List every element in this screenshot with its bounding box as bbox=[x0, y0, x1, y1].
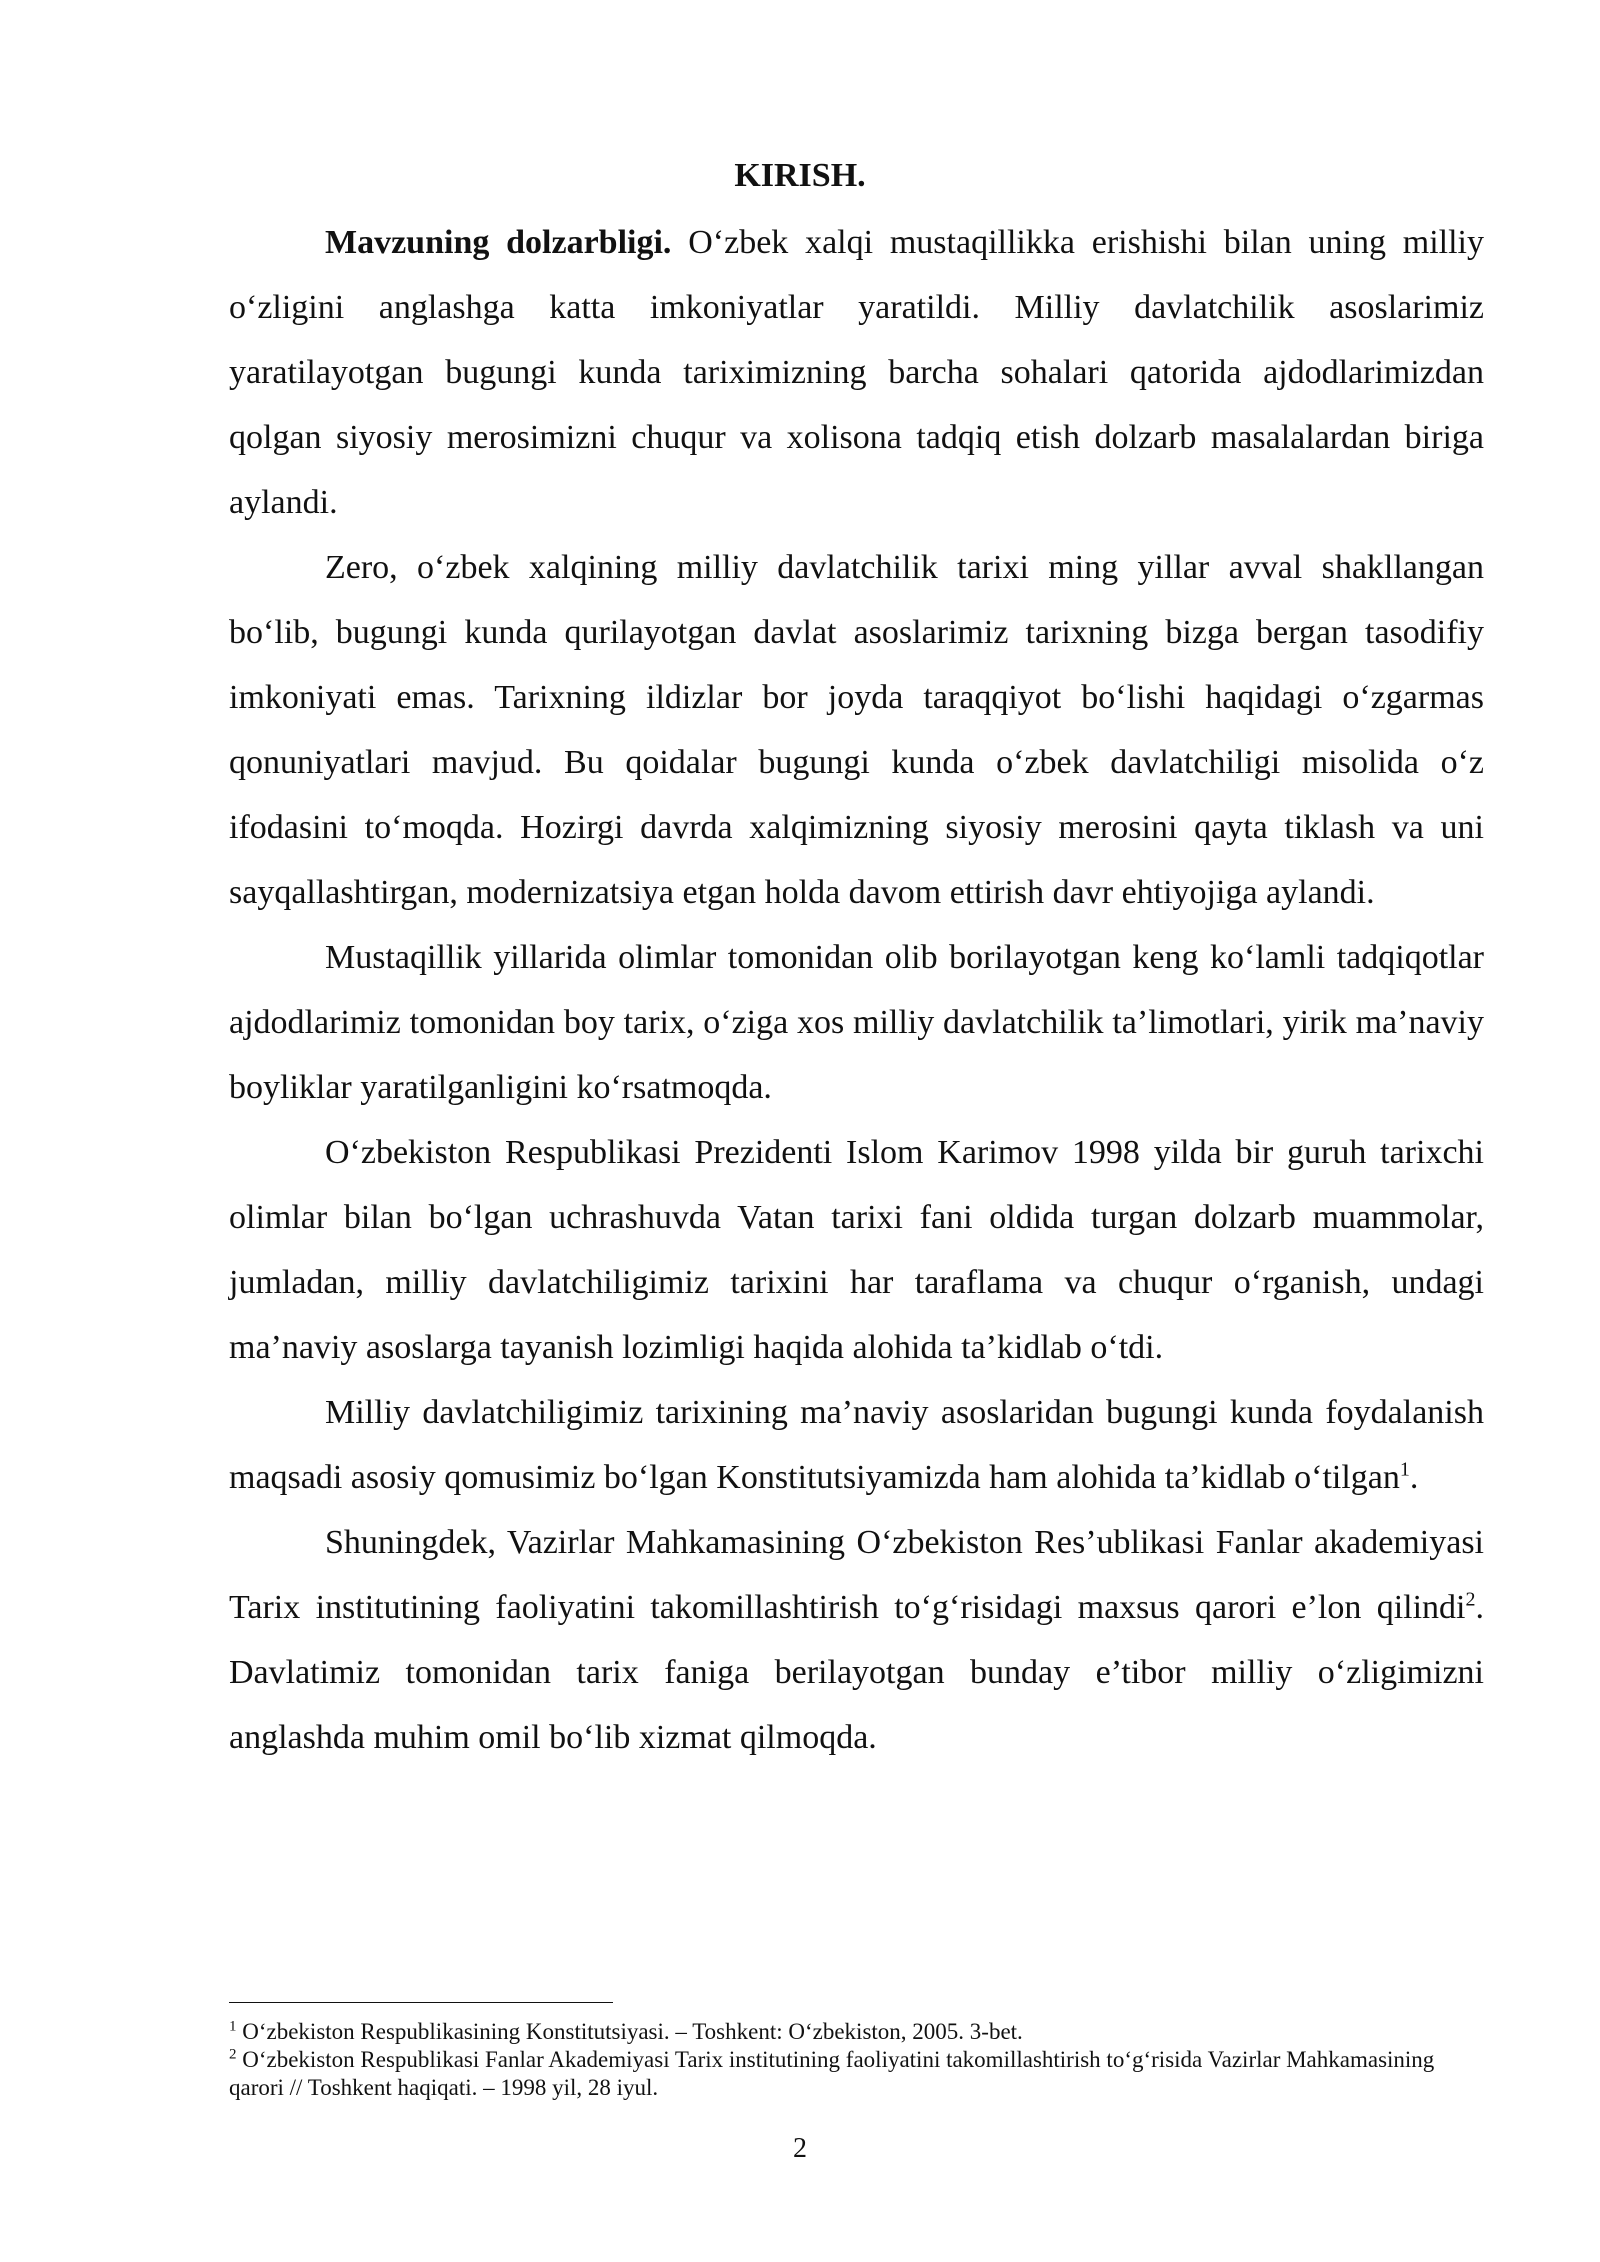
paragraph-relevance bbox=[229, 210, 1484, 535]
footnote-mark: 1 bbox=[229, 2018, 237, 2035]
paragraph: Zero, o‘zbek xalqining milliy davlatchilik tarixi ming yillar avval shakllangan bo‘lib, bugungi kunda qurilayotgan davlat asoslarimiz tarixning bizga bergan tasodifiy imkoniyati emas. Tarixning ildizlar bor joyda taraqqiyot bo‘lishi haqidagi o‘zgarmas qonuniyatlari mavjud. Bu qoidalar bugungi kunda o‘zbek davlatchiligi misolida o‘z ifodasini to‘moqda. Hozirgi davrda xalqimizning siyosiy merosini qayta tiklash va uni sayqallashtirgan, modernizatsiya etgan holda davom ettirish davr ehtiyojiga aylandi. bbox=[229, 549, 1484, 911]
paragraph-text: Shuningdek, Vazirlar Mahkamasining O‘zbekiston Res’ublikasi Fanlar akademiyasi Tarix institutining faoliyatini takomillashtirish to‘g‘risidagi maxsus qarori e’lon qilindi bbox=[229, 1524, 1484, 1626]
page-title: KIRISH. bbox=[734, 157, 866, 194]
footnote-mark: 2 bbox=[229, 2046, 237, 2063]
paragraph-text-tail: . bbox=[1409, 1459, 1419, 1496]
footnotes bbox=[229, 2018, 1484, 2102]
paragraph-text-tail: . Davlatimiz tomonidan tarix faniga berilayotgan bunday e’tibor milliy o‘zligimizni anglashda muhim omil bo‘lib xizmat qilmoqda. bbox=[229, 1589, 1484, 1756]
footnote bbox=[229, 2046, 1484, 2102]
paragraph-text: Milliy davlatchiligimiz tarixining ma’naviy asoslaridan bugungi kunda foydalanish maqsadi asosiy qomusimiz bo‘lgan Konstitutsiyamizda ham alohida ta’kidlab o‘tilgan bbox=[229, 1394, 1484, 1496]
paragraph: O‘zbekiston Respublikasi Prezidenti Islom Karimov 1998 yilda bir guruh tarixchi olimlar bilan bo‘lgan uchrashuvda Vatan tarixi fani oldida turgan dolzarb muammolar, jumladan, milliy davlatchiligimiz tarixini har taraflama va chuqur o‘rganish, undagi ma’naviy asoslarga tayanish lozimligi haqida alohida ta’kidlab o‘tdi. bbox=[229, 1134, 1484, 1366]
paragraph-with-footnote bbox=[229, 1510, 1484, 1770]
footnote-separator bbox=[229, 2002, 613, 2003]
footnote-text: O‘zbekiston Respublikasining Konstitutsiyasi. – Toshkent: O‘zbekiston, 2005. 3-bet. bbox=[236, 2019, 1023, 2044]
footnote-reference[interactable]: 1 bbox=[1399, 1458, 1410, 1481]
footnote-text: O‘zbekiston Respublikasi Fanlar Akademiyasi Tarix institutining faoliyatini takomillashtirish to‘g‘risida Vazirlar Mahkamasining qarori // Toshkent haqiqati. – 1998 yil, 28 iyul. bbox=[229, 2047, 1435, 2100]
footnote-reference[interactable]: 2 bbox=[1465, 1588, 1476, 1611]
footnote bbox=[229, 2018, 1484, 2046]
paragraph: Mustaqillik yillarida olimlar tomonidan olib borilayotgan keng ko‘lamli tadqiqotlar ajdodlarimiz tomonidan boy tarix, o‘ziga xos milliy davlatchilik ta’limotlari, yirik ma’naviy boyliklar yaratilganligini ko‘rsatmoqda. bbox=[229, 939, 1484, 1106]
body-text bbox=[229, 210, 1484, 1770]
paragraph-text: O‘zbek xalqi mustaqillikka erishishi bilan uning milliy o‘zligini anglashga katta imkoniyatlar yaratildi. Milliy davlatchilik asoslarimiz yaratilayotgan bugungi kunda tariximizning barcha sohalari qatorida ajdodlarimizdan qolgan siyosiy merosimizni chuqur va xolisona tadqiq etish dolzarb masalalardan biriga aylandi. bbox=[229, 224, 1484, 521]
paragraph-lead: Mavzuning dolzarbligi. bbox=[325, 224, 672, 261]
paragraph-with-footnote bbox=[229, 1380, 1484, 1510]
page-number: 2 bbox=[793, 2133, 807, 2164]
